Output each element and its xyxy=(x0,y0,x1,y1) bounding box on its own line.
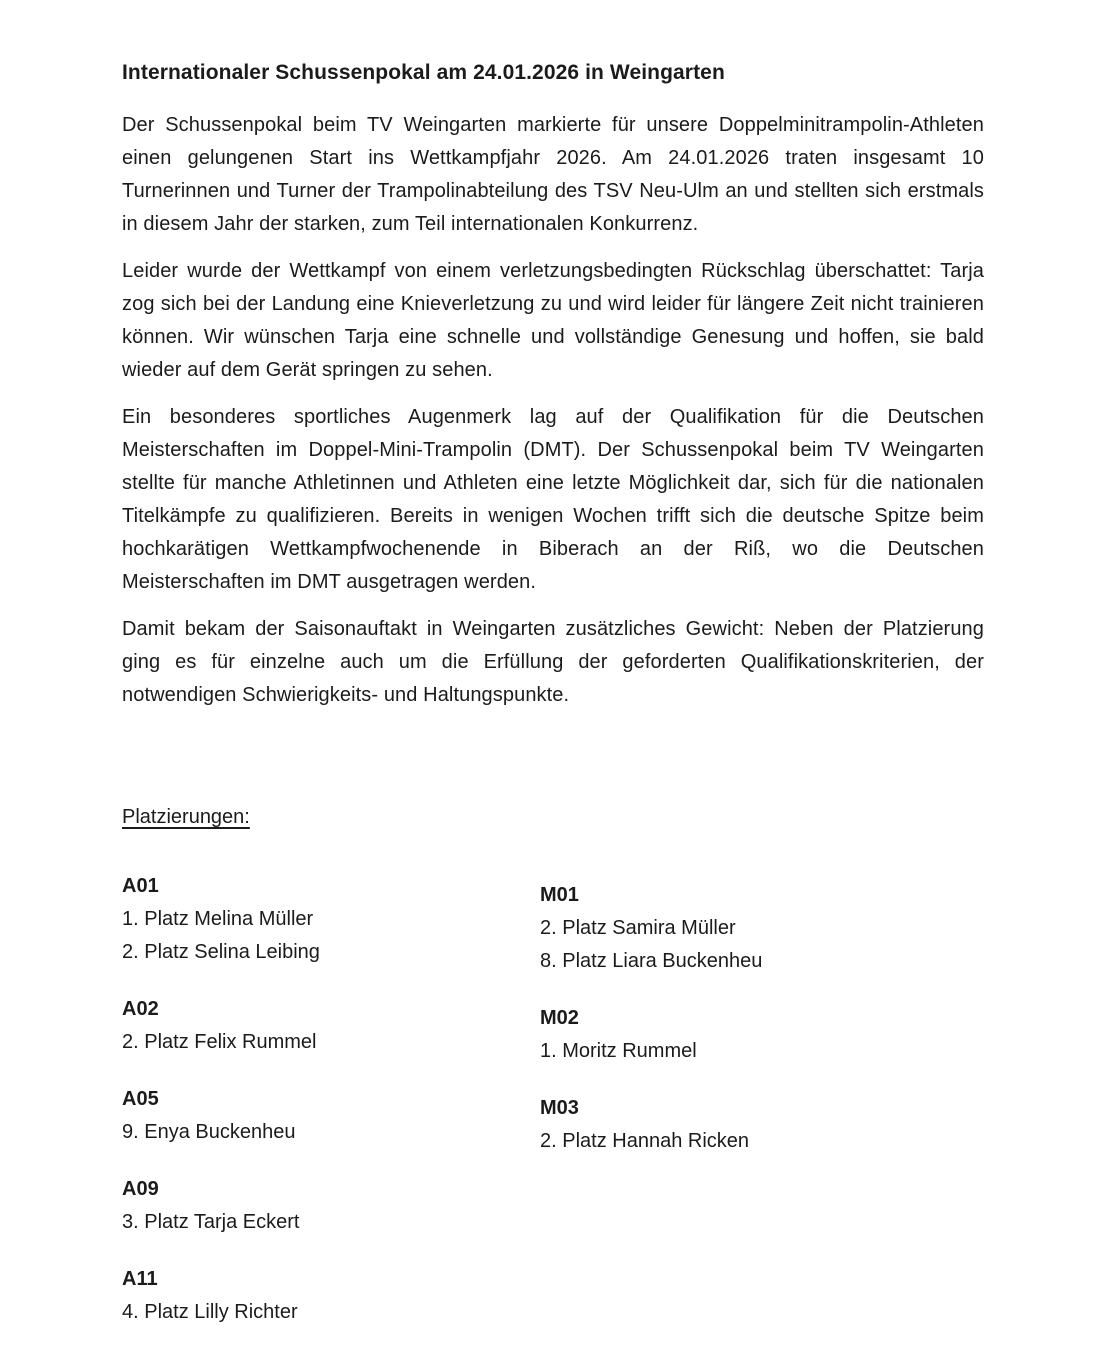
result-category-heading: A02 xyxy=(122,998,159,1020)
body-paragraph-4: Damit bekam der Saisonauftakt in Weingarten zusätzliches Gewicht: Neben der Platzierung ging es für einzelne auch um die Erfüllung der geforderten Qualifikationskriterien, der notwendigen Schwierigkeits- und Haltungspunkte. xyxy=(122,618,984,706)
body-paragraph-1: Der Schussenpokal beim TV Weingarten markierte für unsere Doppelminitrampolin-Athleten einen gelungenen Start ins Wettkampfjahr 2026. Am 24.01.2026 traten insgesamt 10 Turnerinnen und Turner der Trampolinabteilung des TSV Neu-Ulm an und stellten sich erstmals in diesem Jahr der starken, zum Teil internationalen Konkurrenz. xyxy=(122,114,984,235)
results-column-right xyxy=(540,879,984,1353)
result-group xyxy=(540,879,984,978)
results-columns xyxy=(122,870,984,1353)
document-title: Internationaler Schussenpokal am 24.01.2026 in Weingarten xyxy=(122,61,725,84)
result-group xyxy=(122,1173,540,1239)
result-group xyxy=(540,1092,984,1158)
result-category-heading: M03 xyxy=(540,1097,579,1119)
result-entry: 9. Enya Buckenheu xyxy=(122,1121,296,1143)
results-column-left xyxy=(122,870,540,1353)
result-entry: 3. Platz Tarja Eckert xyxy=(122,1211,300,1233)
result-category-heading: M02 xyxy=(540,1007,579,1029)
body-paragraph-2: Leider wurde der Wettkampf von einem verletzungsbedingten Rückschlag überschattet: Tarja zog sich bei der Landung eine Knieverletzung zu und wird leider für längere Zeit nicht trainieren können. Wir wünschen Tarja eine schnelle und vollständige Genesung und hoffen, sie bald wieder auf dem Gerät springen zu sehen. xyxy=(122,260,984,381)
result-group xyxy=(540,1002,984,1068)
result-entry: 4. Platz Lilly Richter xyxy=(122,1301,298,1323)
result-group xyxy=(122,870,540,969)
result-entry: 2. Platz Hannah Ricken xyxy=(540,1130,750,1152)
result-group xyxy=(122,993,540,1059)
body-paragraph-3: Ein besonderes sportliches Augenmerk lag auf der Qualifikation für die Deutschen Meisterschaften im Doppel-Mini-Trampolin (DMT). Der Schussenpokal beim TV Weingarten stellte für manche Athletinnen und Athleten eine letzte Möglichkeit dar, sich für die nationalen Titelkämpfe zu qualifizieren. Bereits in wenigen Wochen trifft sich die deutsche Spitze beim hochkarätigen Wettkampfwochenende in Biberach an der Riß, wo die Deutschen Meisterschaften im DMT ausgetragen werden. xyxy=(122,406,984,593)
result-group xyxy=(122,1263,540,1329)
result-group xyxy=(122,1083,540,1149)
result-category-heading: A09 xyxy=(122,1178,159,1200)
result-entry: 1. Moritz Rummel xyxy=(540,1040,697,1062)
result-entry: 8. Platz Liara Buckenheu xyxy=(540,950,763,972)
result-entry: 2. Platz Samira Müller xyxy=(540,917,736,939)
result-category-heading: M01 xyxy=(540,884,579,906)
result-category-heading: A11 xyxy=(122,1268,158,1290)
result-entry: 1. Platz Melina Müller xyxy=(122,908,314,930)
results-heading: Platzierungen: xyxy=(122,806,250,828)
result-category-heading: A05 xyxy=(122,1088,159,1110)
result-entry: 2. Platz Selina Leibing xyxy=(122,941,320,963)
result-category-heading: A01 xyxy=(122,875,159,897)
result-entry: 2. Platz Felix Rummel xyxy=(122,1031,317,1053)
